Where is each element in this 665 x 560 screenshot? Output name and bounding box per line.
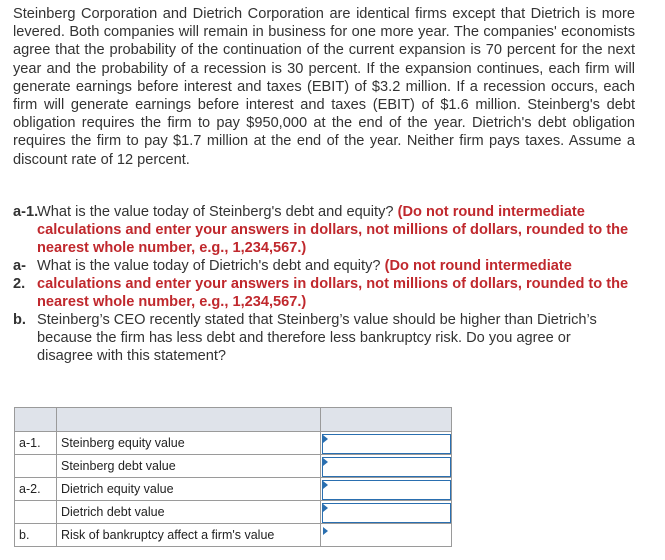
row-part-label: a-2. (15, 478, 57, 501)
question-a1-hint: (Do not round intermediate calculations and enter your answers in dollars, not millions of dollars, rounded to the nearest whole number, e.g., 1,234,567.) (37, 204, 629, 256)
question-a2 (13, 257, 638, 311)
table-row (15, 478, 452, 501)
steinberg-equity-input[interactable] (322, 434, 451, 454)
table-row (15, 501, 452, 524)
question-b-text: Steinberg’s CEO recently stated that Steinberg’s value should be higher than Dietrich’s because the firm has less debt and therefore less bankruptcy risk. Do you agree or disagree with this statement? (37, 312, 597, 364)
table-row (15, 432, 452, 455)
row-part-label (15, 455, 57, 478)
row-part-label: b. (15, 524, 57, 547)
table-header-row (15, 408, 452, 432)
row-label: Dietrich equity value (57, 478, 321, 501)
question-b (13, 311, 638, 365)
row-label: Risk of bankruptcy affect a firm's value (57, 524, 321, 547)
question-a2-label-bottom: 2. (13, 276, 26, 292)
table-row (15, 455, 452, 478)
question-a1-text: What is the value today of Steinberg's debt and equity? (37, 204, 394, 220)
row-label: Steinberg equity value (57, 432, 321, 455)
row-part-label (15, 501, 57, 524)
answer-table (14, 407, 452, 547)
input-marker-icon (323, 481, 328, 489)
input-marker-icon (323, 458, 328, 466)
table-row (15, 524, 452, 547)
bankruptcy-risk-dropdown[interactable] (322, 526, 451, 546)
dietrich-equity-input[interactable] (322, 480, 451, 500)
question-a1 (13, 203, 638, 257)
row-label: Steinberg debt value (57, 455, 321, 478)
question-a2-text: What is the value today of Dietrich's debt and equity? (37, 258, 381, 274)
question-a1-label: a-1. (13, 204, 39, 220)
input-marker-icon (323, 504, 328, 512)
row-label: Dietrich debt value (57, 501, 321, 524)
question-b-label: b. (13, 312, 26, 328)
row-part-label: a-1. (15, 432, 57, 455)
dropdown-marker-icon (323, 527, 328, 535)
problem-statement: Steinberg Corporation and Dietrich Corporation are identical firms except that Dietrich is more levered. Both companies will remain in business for one more year. The companies' economists agree that the probability of the continuation of the current expansion is 70 percent for the next year and the probability of a recession is 30 percent. If the expansion continues, each firm will generate earnings before interest and taxes (EBIT) of $3.2 million. If a recession occurs, each firm will generate earnings before interest and taxes (EBIT) of $1.6 million. Steinberg's debt obligation requires the firm to pay $950,000 at the end of the year. Dietrich's debt obligation requires the firm to pay $1.7 million at the end of the year. Neither firm pays taxes. Assume a discount rate of 12 percent. (13, 6, 635, 168)
dietrich-debt-input[interactable] (322, 503, 451, 523)
input-marker-icon (323, 435, 328, 443)
question-a2-hint: (Do not round intermediate calculations and enter your answers in dollars, not millions of dollars, rounded to the nearest whole number, e.g., 1,234,567.) (37, 258, 629, 310)
question-a2-label-top: a- (13, 258, 26, 274)
steinberg-debt-input[interactable] (322, 457, 451, 477)
